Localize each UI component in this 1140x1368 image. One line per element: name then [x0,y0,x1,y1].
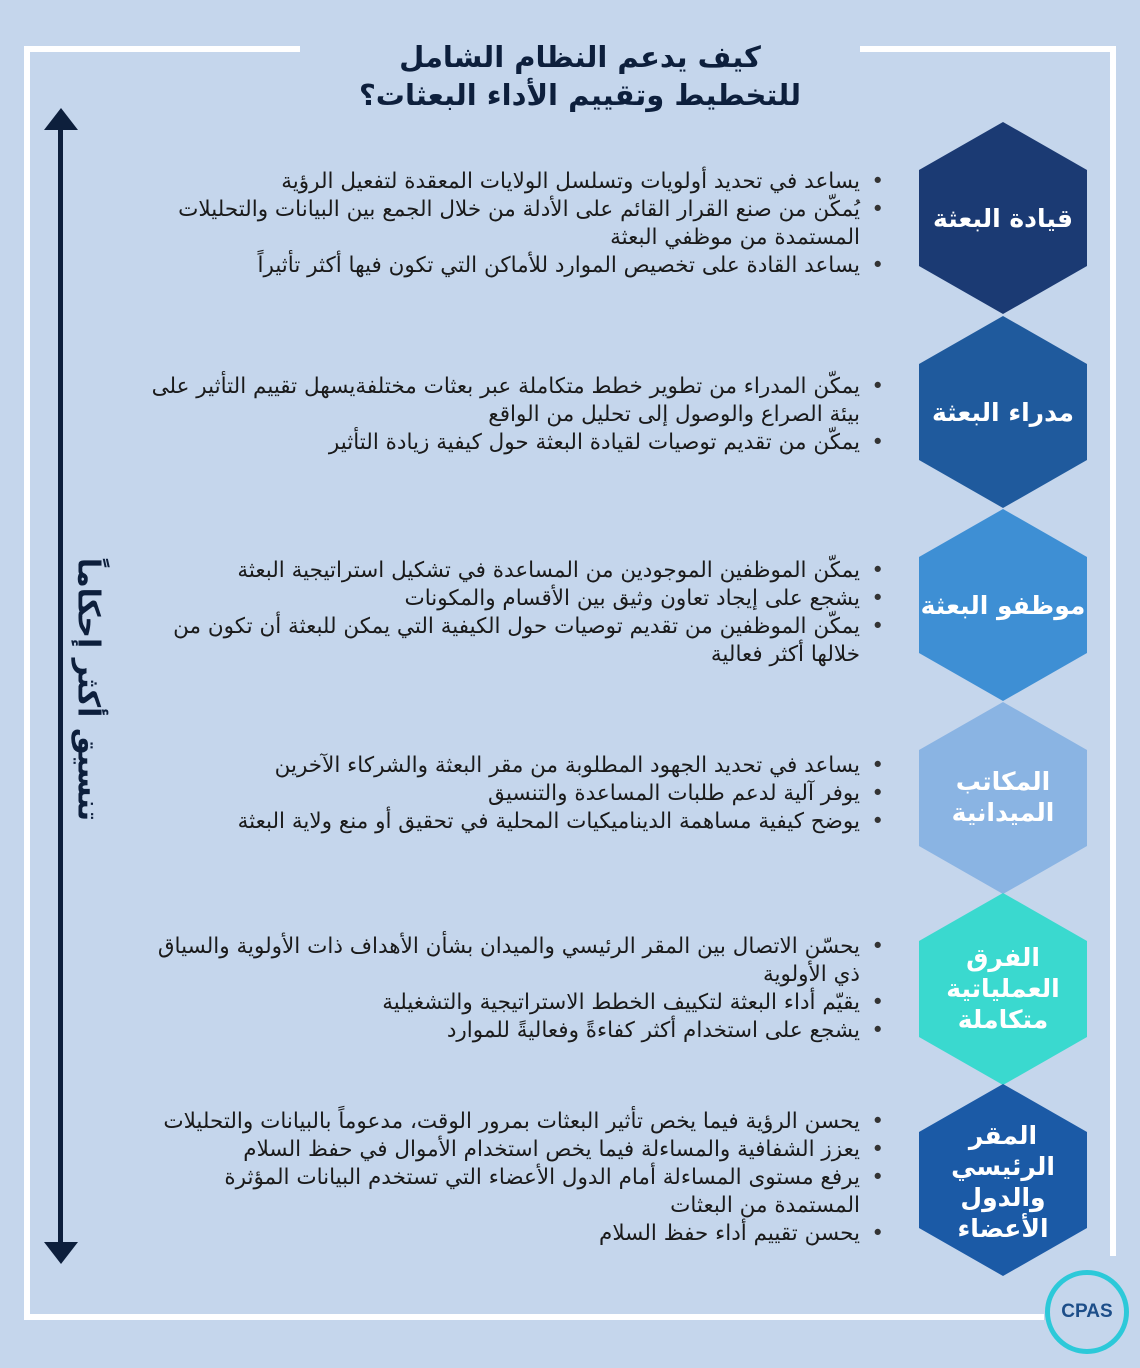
list-item: • يوفر آلية لدعم طلبات المساعدة والتنسيق [140,780,890,808]
list-item: • يشجع على إيجاد تعاون وثيق بين الأقسام والمكونات [140,585,890,613]
hex-label-integrated-teams: الفرق العملياتية متكاملة [946,943,1060,1034]
hex-label-mission-staff: موظفو البعثة [920,591,1086,620]
list-item: • يرفع مستوى المساءلة أمام الدول الأعضاء التي تستخدم البيانات المؤثرة المستمدة من البعثات [140,1164,890,1220]
list-item: • يحسن تقييم أداء حفظ السلام [140,1220,890,1248]
bullets-mission-managers [140,373,890,457]
list-item: • يساعد في تحديد أولويات وتسلسل الولايات المعقدة لتفعيل الرؤية [140,168,890,196]
hex-label-field-offices: المكاتب الميدانية [951,767,1055,827]
bullets-integrated-teams [140,933,890,1045]
cpas-logo [1045,1270,1129,1354]
list-item: • يقيّم أداء البعثة لتكييف الخطط الاستراتيجية والتشغيلية [140,989,890,1017]
hex-label-mission-managers: مدراء البعثة [931,398,1074,427]
list-item: • يحسن الرؤية فيما يخص تأثير البعثات بمرور الوقت، مدعوماً بالبيانات والتحليلات [140,1108,890,1136]
bullets-mission-leadership [140,168,890,280]
list-item: • يوضح كيفية مساهمة الديناميكيات المحلية في تحقيق أو منع ولاية البعثة [140,808,890,836]
list-item: • يمكّن الموظفين من تقديم توصيات حول الكيفية التي يمكن للبعثة أن تكون من خلالها أكثر فعالية [140,613,890,669]
title-line-2: للتخطيط وتقييم الأداء البعثات؟ [358,78,801,112]
list-item: • يحسّن الاتصال بين المقر الرئيسي والميدان بشأن الأهداف ذات الأولوية والسياق ذي الأولوية [140,933,890,989]
list-item: • يعزز الشفافية والمساءلة فيما يخص استخدام الأموال في حفظ السلام [140,1136,890,1164]
list-item: • يساعد القادة على تخصيص الموارد للأماكن التي تكون فيها أكثر تأثيراً [140,252,890,280]
list-item: • يُمكّن من صنع القرار القائم على الأدلة من خلال الجمع بين البيانات والتحليلات المستمدة من موظفي البعثة [140,196,890,252]
side-label-text: تنسيق أكثر إحكاماً [70,557,106,822]
bullets-field-offices [140,752,890,836]
list-item: • يمكّن المدراء من تطوير خطط متكاملة عبر بعثات مختلفةيسهل تقييم التأثير على بيئة الصراع والوصول إلى تحليل من الواقع [140,373,890,429]
list-item: • يمكّن الموظفين الموجودين من المساعدة في تشكيل استراتيجية البعثة [140,557,890,585]
list-item: • يمكّن من تقديم توصيات لقيادة البعثة حول كيفية زيادة التأثير [140,429,890,457]
bullets-mission-staff [140,557,890,669]
list-item: • يشجع على استخدام أكثر كفاءةً وفعاليةً للموارد [140,1017,890,1045]
bullets-headquarters [140,1108,890,1248]
list-item: • يساعد في تحديد الجهود المطلوبة من مقر البعثة والشركاء الآخرين [140,752,890,780]
hex-label-mission-leadership: قيادة البعثة [933,204,1073,233]
logo-text: CPAS [1061,1301,1113,1322]
hex-label-headquarters: المقر الرئيسي والدول الأعضاء [951,1121,1055,1243]
title-line-1: كيف يدعم النظام الشامل [399,40,761,74]
